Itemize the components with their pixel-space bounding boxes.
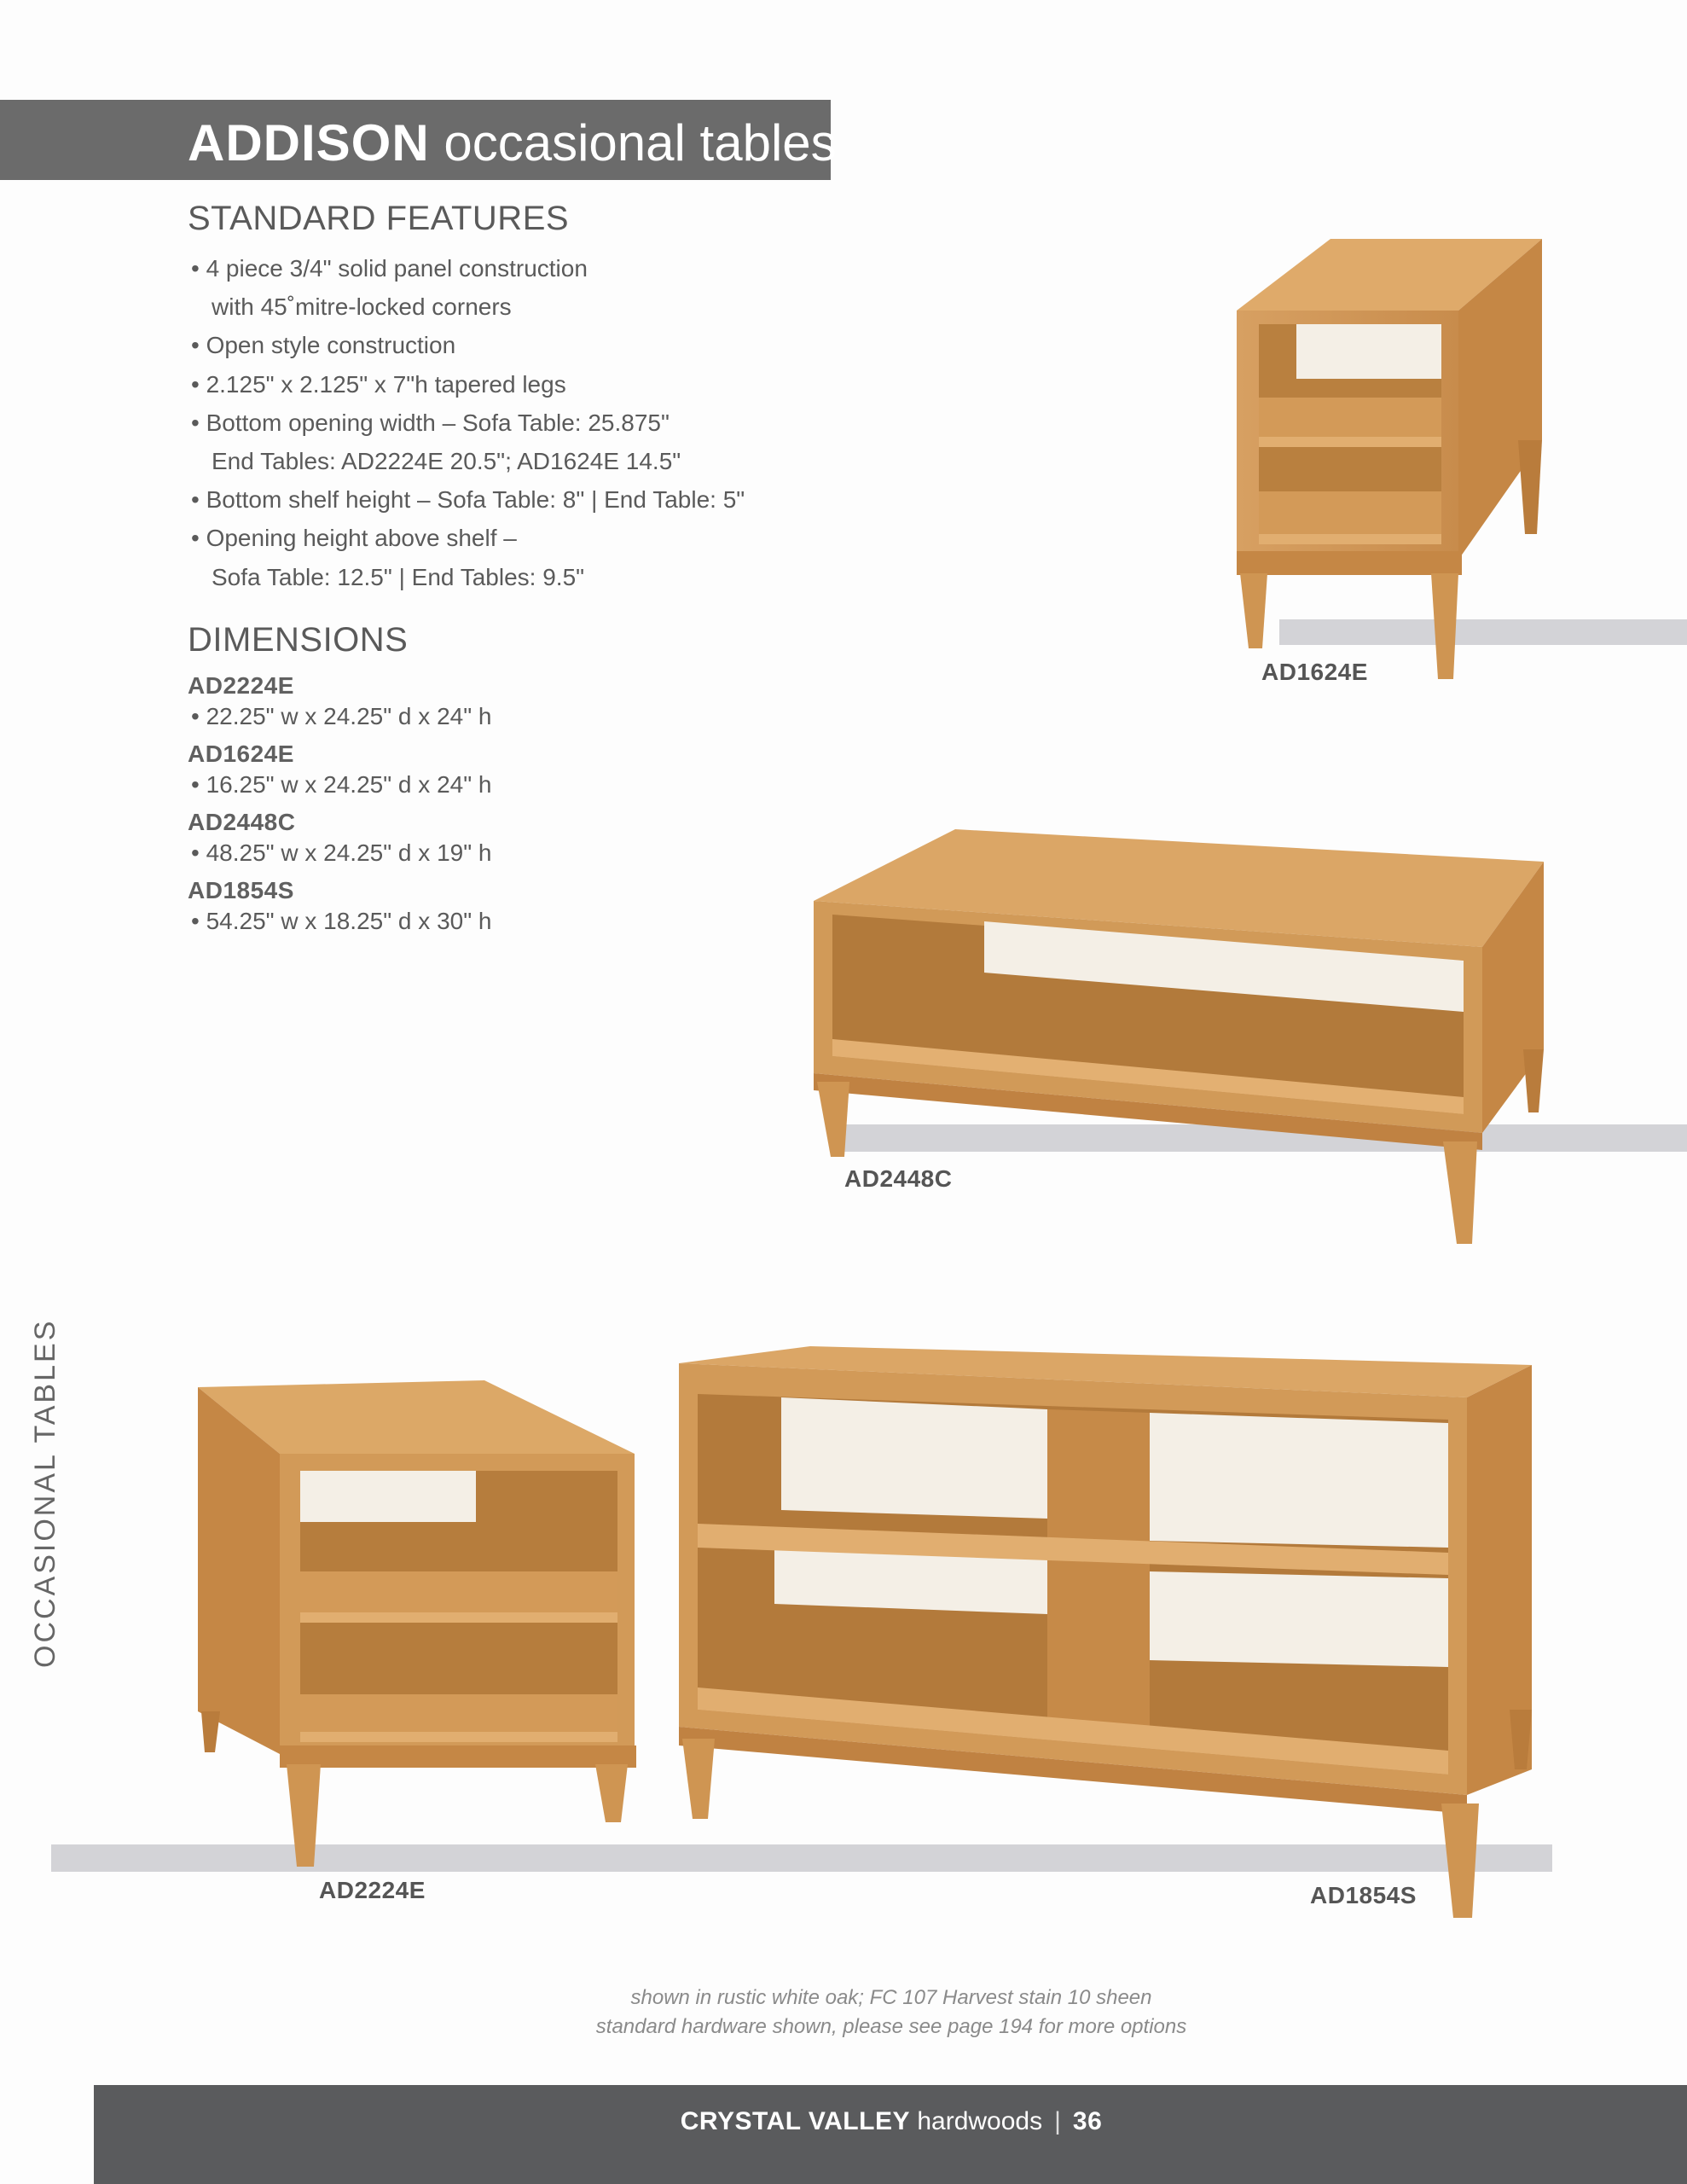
product-image-ad2224e xyxy=(194,1379,646,1873)
feature-line: End Tables: AD2224E 20.5"; AD1624E 14.5" xyxy=(212,448,681,475)
dimensions-list xyxy=(188,671,492,944)
product-label-ad1854s: AD1854S xyxy=(1310,1882,1417,1908)
footer-separator: | xyxy=(1054,2107,1061,2135)
product-image-ad1854s xyxy=(674,1343,1535,1923)
dimension-code: AD2224E xyxy=(188,672,294,699)
features-list xyxy=(191,249,745,596)
section-sidebar-label: OCCASIONAL TABLES xyxy=(29,1318,61,1668)
dimension-code: AD1854S xyxy=(188,877,294,903)
dimensions-heading: DIMENSIONS xyxy=(188,621,409,659)
product-label-ad2448c: AD2448C xyxy=(844,1165,953,1192)
dimension-size: • 16.25" w x 24.25" d x 24" h xyxy=(191,771,492,798)
feature-line: with 45˚mitre-locked corners xyxy=(212,293,512,321)
feature-line: • 2.125" x 2.125" x 7"h tapered legs xyxy=(191,370,566,398)
feature-line: • 4 piece 3/4" solid panel construction xyxy=(191,255,588,282)
feature-line: • Opening height above shelf – xyxy=(191,525,517,552)
dimension-size: • 48.25" w x 24.25" d x 19" h xyxy=(191,839,492,866)
product-label-ad2224e: AD2224E xyxy=(319,1877,426,1903)
dimension-code: AD1624E xyxy=(188,741,294,767)
feature-line: • Bottom shelf height – Sofa Table: 8" | End Table: 5" xyxy=(191,486,745,514)
dimension-code: AD2448C xyxy=(188,809,296,835)
footer-brand: CRYSTAL VALLEY xyxy=(680,2107,910,2135)
page-number: 36 xyxy=(1072,2107,1103,2135)
product-image-ad1624e xyxy=(1228,235,1552,688)
brand-name: ADDISON xyxy=(188,114,430,171)
dimension-size: • 22.25" w x 24.25" d x 24" h xyxy=(191,703,492,729)
footer-brand-suffix: hardwoods xyxy=(917,2107,1043,2135)
feature-line: Sofa Table: 12.5" | End Tables: 9.5" xyxy=(212,563,585,590)
footer xyxy=(0,2107,1687,2136)
title-subtitle: occasional tables xyxy=(443,114,837,171)
features-heading: STANDARD FEATURES xyxy=(188,200,570,237)
finish-note-line: shown in rustic white oak; FC 107 Harvest stain 10 sheen xyxy=(630,1986,1152,2009)
hardware-note-line: standard hardware shown, please see page 194 for more options xyxy=(595,2015,1187,2038)
finish-note xyxy=(0,1984,1687,2042)
feature-line: • Open style construction xyxy=(191,332,456,359)
product-label-ad1624e: AD1624E xyxy=(1261,659,1368,685)
page-title xyxy=(188,109,837,177)
feature-line: • Bottom opening width – Sofa Table: 25.875" xyxy=(191,409,670,436)
dimension-size: • 54.25" w x 18.25" d x 30" h xyxy=(191,908,492,934)
